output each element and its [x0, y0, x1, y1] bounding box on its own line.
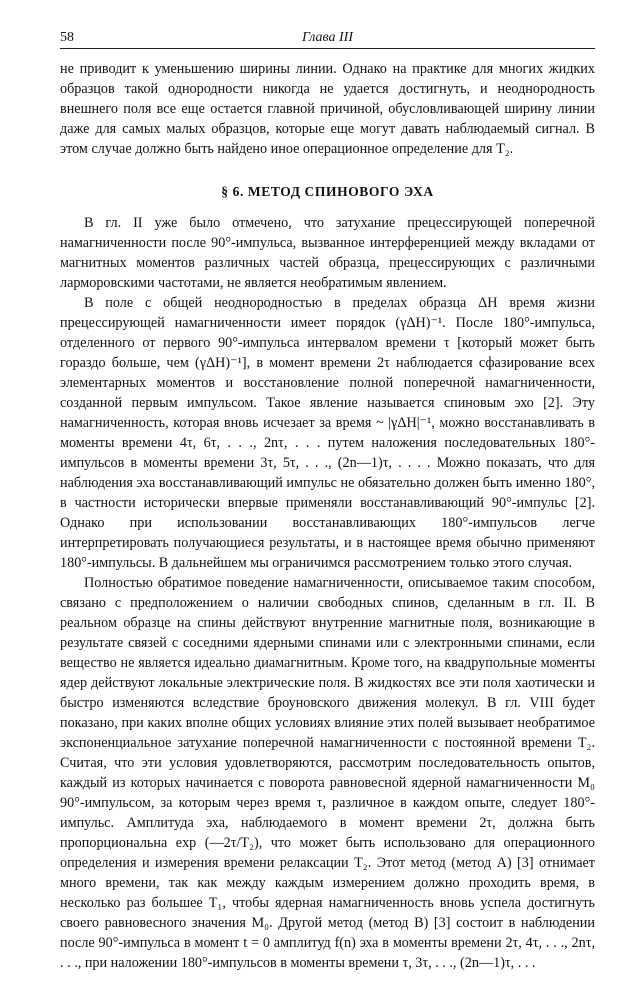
section-heading: § 6. МЕТОД СПИНОВОГО ЭХА — [221, 184, 434, 199]
paragraph-continued: не приводит к уменьшению ширины линии. Однако на практике для многих жидких образцов такой однородности никогда не удается достигнуть, и неоднородность внешнего поля все еще остается главной причиной, обусловливающей ширину линии даже для самых малых образцов, которые еще могут давать наблюдаемый сигнал. В этом случае должно быть найдено иное операционное определение для T₂. — [60, 61, 595, 157]
page-body — [60, 59, 595, 973]
chapter-title: Глава III — [302, 30, 353, 45]
paragraph: В поле с общей неоднородностью в пределах образца ΔH время жизни прецессирующей намагниченности имеет порядок (γΔH)⁻¹. После 180°-импульса, отделенного от первого 90°-импульса интервалом времени τ [который может быть гораздо больше, чем (γΔH)⁻¹], в момент времени 2τ наблюдается сфазирование всех элементарных моментов и восстановление полной поперечной намагниченности, созданной первым импульсом. Такое явление называется спиновым эхо [2]. Эту намагниченность, которая вновь исчезает за время ~ |γΔH|⁻¹, можно восстанавливать в моменты времени 4τ, 6τ, . . ., 2nτ, . . . путем наложения последовательных 180°-импульсов в моменты времени 3τ, 5τ, . . ., (2n—1)τ, . . . . Можно показать, что для наблюдения эха восстанавливающий импульс не обязательно должен быть именно 180°, в частности исторически впервые применяли восстанавливающий 90°-импульс [2]. Однако при использовании восстанавливающих 180°-импульсов легче интерпретировать получающиеся результаты, и в настоящее время обычно применяют 180°-импульсы. В дальнейшем мы ограничимся рассмотрением только этого случая. — [60, 295, 595, 571]
paragraph: В гл. II уже было отмечено, что затухание прецессирующей поперечной намагниченности после 90°-импульса, вызванное интерференцией между вкладами от магнитных моментов различных частей образца, прецессирующих с различными ларморовскими частотами, не является необратимым явлением. — [60, 215, 595, 291]
paragraph: Полностью обратимое поведение намагниченности, описываемое таким способом, связано с предположением о наличии свободных спинов, сделанным в гл. II. В реальном образце на спины действуют внутренние магнитные поля, возникающие в результате связей с соседними ядерными спинами или с электронными спинами, если вещество не является идеально диамагнитным. Кроме того, на квадрупольные моменты ядер действуют локальные электрические поля. В жидкостях все эти поля хаотически и быстро изменяются вследствие броуновского движения молекул. В гл. VIII будет показано, при каких вполне общих условиях влияние этих полей вызывает необратимое экспоненциальное затухание поперечной намагниченности с постоянной времени T₂. Считая, что эти условия удовлетворяются, рассмотрим последовательность опытов, каждый из которых начинается с поворота равновесной ядерной намагниченности M₀ 90°-импульсом, за которым через время τ, различное в каждом опыте, следует 180°-импульс. Амплитуда эха, наблюдаемого в момент времени 2τ, должна быть пропорциональна exp (—2τ/T₂), что может быть использовано для операционного определения и измерения времени релаксации T₂. Этот метод (метод A) [3] отнимает много времени, так как между каждым измерением должно проходить время, в несколько раз большее T₁, чтобы ядерная намагниченность вновь успела достигнуть своего равновесного значения M₀. Другой метод (метод B) [3] состоит в наблюдении после 90°-импульса в момент t = 0 амплитуд f(n) эха в моменты времени 2τ, 4τ, . . ., 2nτ, . . ., при наложении 180°-импульсов в моменты времени τ, 3τ, . . ., (2n—1)τ, . . . — [60, 575, 595, 971]
book-page — [60, 30, 595, 973]
page-number: 58 — [60, 30, 74, 45]
page-header — [60, 30, 595, 49]
